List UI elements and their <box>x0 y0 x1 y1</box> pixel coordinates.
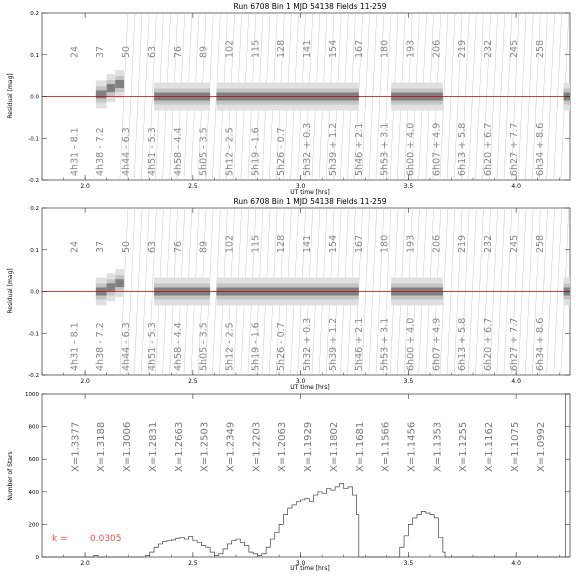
field-number-label: 24 <box>69 45 81 58</box>
y-tick-label: -0.1 <box>28 331 39 338</box>
airmass-label: X=1.1162 <box>484 421 496 472</box>
time-label: 6h20 + 6.7 <box>483 122 495 176</box>
time-label: 6h07 + 4.9 <box>431 317 443 371</box>
airmass-label: X=1.1255 <box>458 421 470 472</box>
field-number-label: 63 <box>146 240 158 253</box>
airmass-label: X=1.0992 <box>535 421 547 472</box>
residual-band-inner <box>107 283 116 291</box>
x-tick-label: 3.5 <box>403 378 414 385</box>
time-label: 5h39 + 1.2 <box>327 317 339 371</box>
airmass-label: X=1.1456 <box>406 421 418 472</box>
airmass-label: X=1.2503 <box>199 421 211 472</box>
time-label: 5h39 + 1.2 <box>327 122 339 176</box>
y-tick-label: 0.2 <box>30 206 39 212</box>
field-number-label: 206 <box>431 39 443 58</box>
time-label: 4h58 - 4.4 <box>172 322 184 371</box>
field-number-label: 102 <box>224 234 236 253</box>
y-tick-label: 200 <box>28 522 39 529</box>
time-label: 6h34 + 8.6 <box>534 122 546 176</box>
time-label: 6h00 + 4.0 <box>405 122 417 176</box>
x-tick-label: 2.0 <box>80 560 90 567</box>
time-label: 5h19 - 1.6 <box>250 322 262 371</box>
field-number-label: 167 <box>353 234 365 253</box>
time-label: 6h07 + 4.9 <box>431 122 443 176</box>
field-number-label: 232 <box>483 39 495 58</box>
airmass-label: X=1.1353 <box>432 421 444 472</box>
time-label: 5h12 - 2.5 <box>224 127 236 176</box>
y-tick-label: 0.1 <box>30 52 39 59</box>
field-number-label: 219 <box>457 39 469 58</box>
x-tick-label: 3.5 <box>403 560 414 567</box>
field-number-label: 128 <box>276 234 288 253</box>
y-tick-label: -0.1 <box>28 136 39 143</box>
airmass-label: X=1.1075 <box>509 421 521 472</box>
panel-top-ylabel: Residual [mag] <box>7 73 14 119</box>
time-label: 6h13 + 5.8 <box>457 122 469 176</box>
time-label: 6h27 + 7.7 <box>508 317 520 371</box>
panel-top <box>7 2 570 196</box>
field-number-label: 115 <box>250 39 262 58</box>
field-number-label: 219 <box>457 234 469 253</box>
field-number-label: 180 <box>379 234 391 253</box>
time-label: 4h44 - 6.3 <box>121 322 133 371</box>
y-tick-label: 600 <box>28 457 39 464</box>
panel-bottom <box>7 392 570 572</box>
k-label: k = <box>52 534 68 544</box>
panel-top-title: Run 6708 Bin 1 MJD 54138 Fields 11-259 <box>233 2 387 11</box>
field-number-label: 154 <box>327 39 339 58</box>
k-value: 0.0305 <box>90 534 122 544</box>
airmass-label: X=1.1802 <box>328 421 340 472</box>
residual-band-inner <box>96 90 107 98</box>
field-number-label: 180 <box>379 39 391 58</box>
time-label: 6h20 + 6.7 <box>483 317 495 371</box>
y-tick-label: 0 <box>35 555 39 561</box>
time-label: 4h31 - 8.1 <box>69 127 81 176</box>
time-label: 5h46 + 2.1 <box>353 317 365 371</box>
y-tick-label: 400 <box>28 489 39 496</box>
field-number-label: 245 <box>508 39 520 58</box>
time-label: 6h13 + 5.8 <box>457 317 469 371</box>
field-number-label: 258 <box>534 234 546 253</box>
time-label: 4h51 - 5.3 <box>146 322 158 371</box>
x-tick-label: 3.5 <box>403 183 414 190</box>
panel-middle <box>7 197 570 391</box>
field-number-label: 193 <box>405 234 417 253</box>
airmass-label: X=1.3188 <box>96 421 108 472</box>
x-tick-label: 3.0 <box>295 378 306 385</box>
field-number-label: 154 <box>327 234 339 253</box>
x-tick-label: 2.5 <box>188 183 198 190</box>
y-tick-label: -0.2 <box>28 178 39 184</box>
histogram-line <box>42 394 570 557</box>
airmass-label: X=1.1566 <box>380 421 392 472</box>
time-label: 4h44 - 6.3 <box>121 127 133 176</box>
time-label: 5h12 - 2.5 <box>224 322 236 371</box>
field-number-label: 50 <box>121 240 133 253</box>
airmass-label: X=1.1681 <box>354 421 366 472</box>
field-number-label: 232 <box>483 234 495 253</box>
y-tick-label: 0.0 <box>30 289 39 296</box>
x-tick-label: 4.0 <box>511 183 521 190</box>
x-tick-label: 2.0 <box>80 183 90 190</box>
time-label: 5h19 - 1.6 <box>250 127 262 176</box>
field-number-label: 193 <box>405 39 417 58</box>
residual-band-inner <box>115 279 124 287</box>
y-tick-label: 0.2 <box>30 11 39 17</box>
field-number-label: 50 <box>121 45 133 58</box>
panel-middle-xlabel: UT time [hrs] <box>290 384 330 391</box>
y-tick-label: 0.0 <box>30 94 39 101</box>
time-label: 4h38 - 7.2 <box>95 322 107 371</box>
field-number-label: 206 <box>431 234 443 253</box>
airmass-label: X=1.2349 <box>225 421 237 472</box>
field-number-label: 258 <box>534 39 546 58</box>
time-label: 5h32 + 0.3 <box>302 122 314 176</box>
panel-bottom-xlabel: UT time [hrs] <box>290 565 330 572</box>
panel-bottom-frame <box>42 394 570 557</box>
time-label: 5h53 + 3.1 <box>379 317 391 371</box>
time-label: 5h53 + 3.1 <box>379 122 391 176</box>
y-tick-label: 1000 <box>25 392 39 398</box>
airmass-label: X=1.2203 <box>251 421 263 472</box>
field-number-label: 89 <box>198 240 210 253</box>
field-number-label: 76 <box>172 240 184 253</box>
time-label: 5h32 + 0.3 <box>302 317 314 371</box>
time-label: 6h27 + 7.7 <box>508 122 520 176</box>
y-tick-label: -0.2 <box>28 373 39 379</box>
time-label: 5h26 - 0.7 <box>276 127 288 176</box>
airmass-label: X=1.1929 <box>303 421 315 472</box>
field-number-label: 245 <box>508 234 520 253</box>
time-label: 4h31 - 8.1 <box>69 322 81 371</box>
field-number-label: 128 <box>276 39 288 58</box>
field-number-label: 24 <box>69 240 81 253</box>
field-number-label: 76 <box>172 45 184 58</box>
panel-middle-title: Run 6708 Bin 1 MJD 54138 Fields 11-259 <box>233 197 387 206</box>
time-label: 5h26 - 0.7 <box>276 322 288 371</box>
x-tick-label: 2.5 <box>188 560 198 567</box>
field-number-label: 167 <box>353 39 365 58</box>
airmass-label: X=1.3377 <box>70 421 82 472</box>
residual-band-inner <box>115 80 124 88</box>
residual-band-inner <box>107 84 116 92</box>
x-tick-label: 2.5 <box>188 378 198 385</box>
x-tick-label: 4.0 <box>511 560 521 567</box>
field-number-label: 63 <box>146 45 158 58</box>
x-tick-label: 3.0 <box>295 560 306 567</box>
airmass-label: X=1.2063 <box>277 421 289 472</box>
field-number-label: 89 <box>198 45 210 58</box>
panel-middle-ylabel: Residual [mag] <box>7 268 14 314</box>
field-number-label: 141 <box>302 39 314 58</box>
panel-bottom-ylabel: Number of Stars <box>7 451 14 501</box>
time-label: 4h51 - 5.3 <box>146 127 158 176</box>
time-label: 5h05 - 3.5 <box>198 127 210 176</box>
airmass-label: X=1.3006 <box>122 421 134 472</box>
field-number-label: 141 <box>302 234 314 253</box>
airmass-label: X=1.2831 <box>147 421 159 472</box>
x-tick-label: 2.0 <box>80 378 90 385</box>
x-tick-label: 4.0 <box>511 378 521 385</box>
time-label: 4h58 - 4.4 <box>172 127 184 176</box>
field-number-label: 115 <box>250 234 262 253</box>
x-tick-label: 3.0 <box>295 183 306 190</box>
panel-top-xlabel: UT time [hrs] <box>290 189 330 196</box>
time-label: 5h46 + 2.1 <box>353 122 365 176</box>
field-number-label: 102 <box>224 39 236 58</box>
time-label: 5h05 - 3.5 <box>198 322 210 371</box>
time-label: 6h00 + 4.0 <box>405 317 417 371</box>
airmass-label: X=1.2663 <box>173 421 185 472</box>
time-label: 4h38 - 7.2 <box>95 127 107 176</box>
y-tick-label: 0.1 <box>30 247 39 254</box>
time-label: 6h34 + 8.6 <box>534 317 546 371</box>
field-number-label: 37 <box>95 240 107 253</box>
y-tick-label: 800 <box>28 424 39 431</box>
field-number-label: 37 <box>95 45 107 58</box>
